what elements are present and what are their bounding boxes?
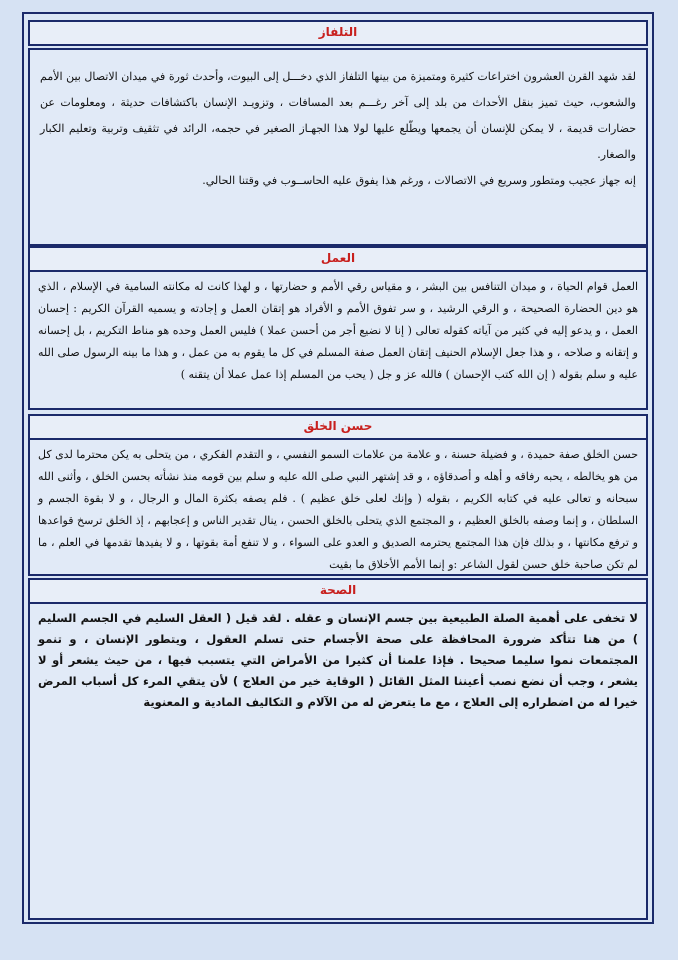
- section-body-health: [28, 602, 648, 920]
- section-body-tv: [28, 48, 648, 246]
- section-title-work: العمل: [28, 246, 648, 272]
- section-body-character: [28, 438, 648, 576]
- section-title-character: حسن الخلق: [28, 414, 648, 440]
- tv-paragraph-1: لقد شهد القرن العشرون اختراعات كثيرة ومتميزة من بينها التلفاز الذي دخـــل إلى البيوت، وأحدث ثورة في ميدان الاتصال بين الأمم والشعوب، حيث تميز بنقل الأحداث من بلد إلى آخر رغـــم بعد المسافات ، وتزويـد الإنسان باكتشافات حديثة ، ومعلومات عن حضارات قديمة ، لا يمكن للإنسان أن يجمعها ويطّلع عليها لولا هذا الجهـاز الصغير في حجمه، الرائد في تثقيف وتربية وتعليم الكبار والصغار.: [40, 70, 636, 161]
- section-title-health: الصحة: [28, 578, 648, 604]
- health-paragraph: لا تخفى على أهمية الصلة الطبيعية بين جسم الإنسان و عقله . لقد قيل ( العقل السليم في الجسم السليم ) من هنا تتأكد ضرورة المحافظة على صحة الأجسام حتى تسلم العقول ، ويتطور الإنسان ، و تنمو المجتمعات نموا سليما صحيحا . فإذا علمنا أن كثيرا من الأمراض التي يتسبب فيها ، من حيث يشعر أو لا يشعر ، وجب أن نضع نصب أعيننا المثل القائل ( الوقاية خير من العلاج ) لأن يتقي المرء كل أسباب المرض خيرا له من اضطراره إلى العلاج ، مع ما يتعرض له من الآلام و التكاليف المادية و المعنوية: [38, 611, 638, 709]
- work-paragraph: العمل قوام الحياة ، و ميدان التنافس بين البشر ، و مقياس رقي الأمم و حضارتها ، و لهذا كانت له مكانته السامية في الإسلام ، الذي هو دين الحضارة الصحيحة ، و الرقي الرشيد ، و سر تفوق الأمم و الأفراد هو إتقان العمل و إجادته و يسميه القرآن الكريم : إحسان العمل ، و يدعو إليه في كثير من آياته كقوله تعالى ( إنا لا نضيع أجر من أحسن عملا ) فليس العمل وحده هو مناط التكريم ، بل إحسانه و إتقانه و صلاحه ، و هذا جعل الإسلام الحنيف إتقان العمل صفة المسلم في كل ما يقوم به من عمل ، و هذا ما بينه الرسول صلى الله عليه و سلم بقوله ( إن الله كتب الإحسان ) فالله عز و جل ( يحب من المسلم إذا عمل عملا أن يتقنه ): [38, 280, 638, 381]
- character-paragraph: حسن الخلق صفة حميدة ، و فضيلة حسنة ، و علامة من علامات السمو النفسي ، و التقدم الفكري ، من يتحلى به يكن محترما لدى كل من هو يخالطه ، يحبه رفاقه و أهله و أصدقاؤه ، و قد إشتهر النبي صلى الله عليه و سلم بين قومه منذ نشأته بحسن الخلق ، وأثنى الله سبحانه و تعالى عليه في كتابه الكريم ، بقوله ( وإنك لعلى خلق عظيم ) . فلم يصفه بكثرة المال و الرجال ، و لا بقوة الجسم و السلطان ، و إنما وصفه بالخلق العظيم ، و المجتمع الذي يتحلى بالخلق الحسن ، ينال تقدير الناس و إعجابهم ، إذ الخلق ترسخ قواعدها و ترفع مكانتها ، و بذلك فإن هذا المجتمع يحترمه الصديق و العدو على السواء ، و لا تنفع أمة بقوتها ، و لا يفيدها تقدمها في العلم ، ما لم تكن صاحبة خلق حسن لقول الشاعر :و إنما الأمم الأخلاق ما بقيت: [38, 448, 638, 571]
- tv-paragraph-2: إنه جهاز عجيب ومتطور وسريع في الاتصالات ، ورغم هذا يفوق عليه الحاســوب في وقتنا الحالي.: [202, 174, 636, 187]
- page-frame: [22, 12, 654, 924]
- section-title-tv: التلفاز: [28, 20, 648, 46]
- section-body-work: [28, 270, 648, 410]
